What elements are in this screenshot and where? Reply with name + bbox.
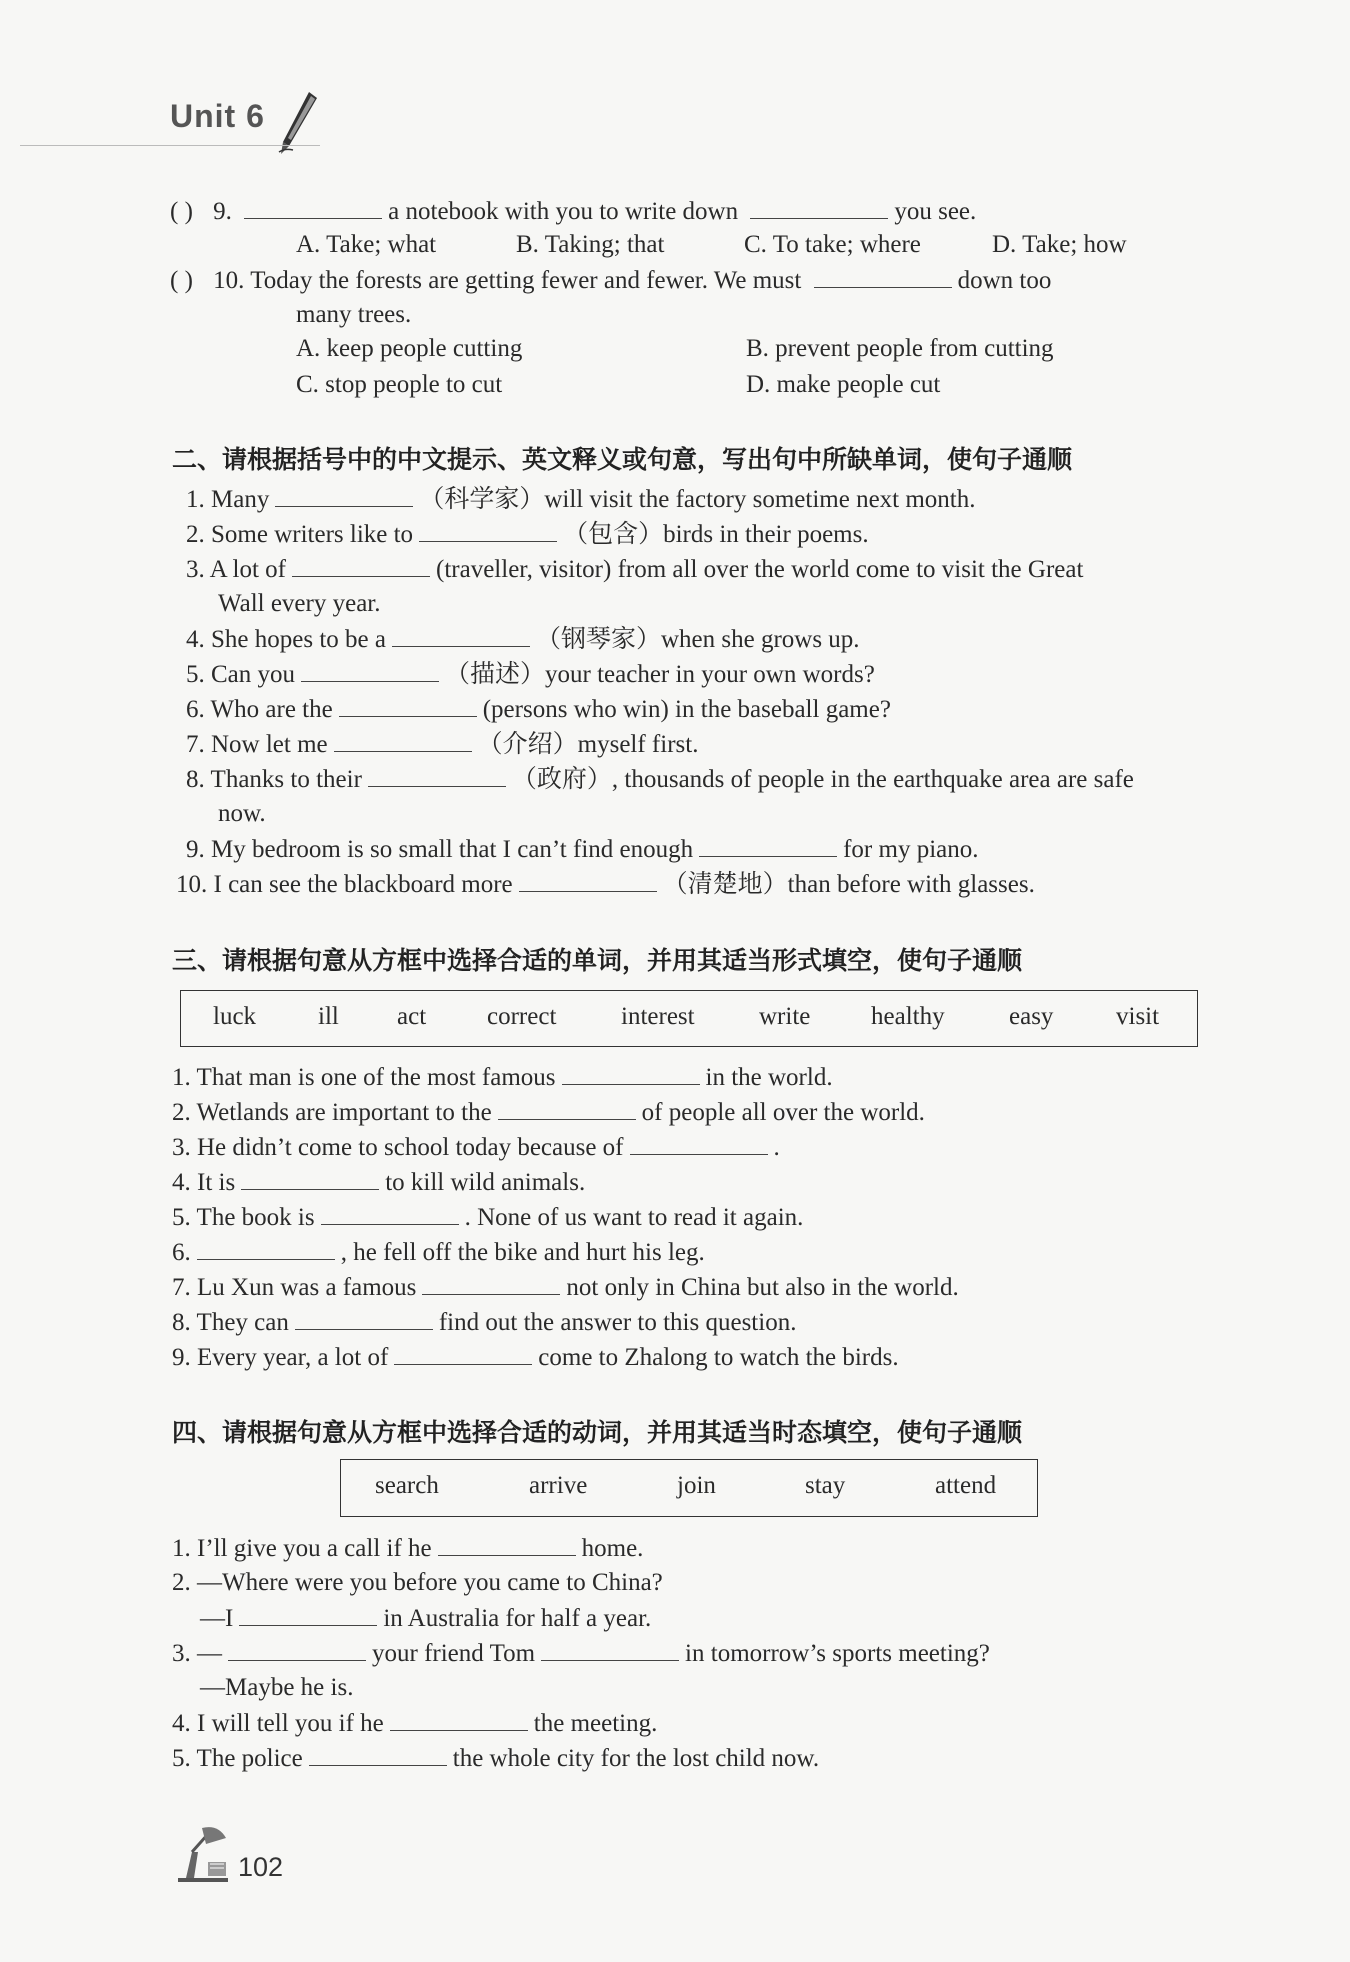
item-text: —I — [200, 1605, 234, 1632]
option-a[interactable]: A. keep people cutting — [296, 335, 523, 362]
item-text: （科学家）will visit the factory sometime next month. — [419, 486, 976, 513]
section-3-title: 三、请根据句意从方框中选择合适的单词，并用其适当形式填空，使句子通顺 — [172, 946, 1023, 975]
answer-blank[interactable] — [309, 1743, 447, 1766]
item-text: your friend Tom — [372, 1640, 536, 1667]
answer-blank[interactable] — [275, 484, 413, 507]
section-2-title: 二、请根据括号中的中文提示、英文释义或句意，写出句中所缺单词，使句子通顺 — [172, 445, 1073, 474]
s2-item-3 — [186, 554, 1083, 585]
s3-item-4 — [172, 1167, 585, 1198]
s3-item-9 — [172, 1342, 899, 1373]
s4-item-2: 2. —Where were you before you came to China? — [172, 1569, 663, 1596]
header-rule — [20, 145, 320, 146]
s4-item-3-answer: —Maybe he is. — [200, 1674, 354, 1701]
option-c[interactable]: C. To take; where — [744, 231, 921, 258]
word-option: write — [759, 1003, 811, 1030]
item-text: 5. Can you — [186, 661, 296, 688]
answer-blank[interactable] — [321, 1202, 459, 1225]
word-option: luck — [213, 1003, 257, 1030]
s3-item-3 — [172, 1132, 780, 1163]
item-text: （介绍）myself first. — [477, 731, 699, 758]
item-text: the whole city for the lost child now. — [452, 1745, 820, 1772]
unit-title: Unit 6 — [170, 98, 265, 134]
s3-item-1 — [172, 1062, 833, 1093]
answer-blank[interactable] — [438, 1533, 576, 1556]
item-text: 10. I can see the blackboard more — [176, 871, 513, 898]
option-a[interactable]: A. Take; what — [296, 231, 437, 258]
s2-item-3-cont: Wall every year. — [218, 590, 381, 617]
answer-blank[interactable] — [519, 869, 657, 892]
word-option: act — [397, 1003, 427, 1030]
item-text: 1. That man is one of the most famous — [172, 1064, 556, 1091]
s2-item-5 — [186, 659, 875, 690]
item-text: (persons who win) in the baseball game? — [482, 696, 891, 723]
s2-item-6 — [186, 694, 891, 725]
item-text: for my piano. — [843, 836, 979, 863]
verb-box — [340, 1459, 1038, 1517]
item-text: （包含）birds in their poems. — [563, 521, 869, 548]
item-text: （描述）your teacher in your own words? — [445, 661, 875, 688]
item-text: 8. They can — [172, 1309, 289, 1336]
question-text: a notebook with you to write down — [388, 198, 739, 225]
s2-item-8 — [186, 764, 1134, 795]
item-text: 1. I’ll give you a call if he — [172, 1535, 432, 1562]
word-option: stay — [805, 1472, 846, 1499]
s4-item-5 — [172, 1743, 819, 1774]
answer-blank[interactable] — [228, 1638, 366, 1661]
item-text: 2. Some writers like to — [186, 521, 414, 548]
s2-item-9 — [186, 834, 979, 865]
word-option: attend — [935, 1472, 997, 1499]
option-d[interactable]: D. Take; how — [992, 231, 1127, 258]
item-text: find out the answer to this question. — [438, 1309, 797, 1336]
s2-item-7 — [186, 729, 698, 760]
answer-blank[interactable] — [292, 554, 430, 577]
answer-paren[interactable]: ( ) — [170, 267, 193, 294]
question-10 — [170, 265, 1051, 296]
question-number: 10. — [213, 267, 245, 294]
s3-item-2 — [172, 1097, 925, 1128]
page-header — [170, 98, 265, 146]
section-4-title: 四、请根据句意从方框中选择合适的动词，并用其适当时态填空，使句子通顺 — [172, 1418, 1023, 1447]
item-text: (traveller, visitor) from all over the world come to visit the Great — [436, 556, 1084, 583]
item-text: 5. The police — [172, 1745, 303, 1772]
item-text: of people all over the world. — [641, 1099, 925, 1126]
item-text: to kill wild animals. — [385, 1169, 586, 1196]
item-text: 7. Now let me — [186, 731, 328, 758]
item-text: in tomorrow’s sports meeting? — [685, 1640, 990, 1667]
item-text: 9. Every year, a lot of — [172, 1344, 389, 1371]
word-option: visit — [1116, 1003, 1160, 1030]
question-text-cont: many trees. — [296, 301, 412, 328]
s3-item-5 — [172, 1202, 803, 1233]
option-b[interactable]: B. Taking; that — [516, 231, 665, 258]
item-text: 5. The book is — [172, 1204, 315, 1231]
word-option: easy — [1009, 1003, 1054, 1030]
answer-blank[interactable] — [630, 1132, 768, 1155]
s2-item-2 — [186, 519, 869, 550]
item-text: 9. My bedroom is so small that I can’t find enough — [186, 836, 694, 863]
item-text: 6. Who are the — [186, 696, 333, 723]
question-text: Today the forests are getting fewer and fewer. We must — [250, 267, 802, 294]
item-text: . — [773, 1134, 780, 1161]
item-text: （政府）, thousands of people in the earthquake area are safe — [511, 766, 1134, 793]
s4-item-1 — [172, 1533, 643, 1564]
question-text: you see. — [894, 198, 977, 225]
s2-item-4 — [186, 624, 860, 655]
item-text: in Australia for half a year. — [383, 1605, 652, 1632]
answer-blank[interactable] — [334, 729, 472, 752]
s4-item-4 — [172, 1708, 657, 1739]
item-text: 2. Wetlands are important to the — [172, 1099, 492, 1126]
word-box — [180, 990, 1198, 1047]
item-text: 8. Thanks to their — [186, 766, 362, 793]
word-option: arrive — [529, 1472, 588, 1499]
option-d[interactable]: D. make people cut — [746, 371, 941, 398]
pen-icon — [275, 90, 321, 156]
s3-item-8 — [172, 1307, 796, 1338]
s2-item-1 — [186, 484, 976, 515]
word-option: search — [375, 1472, 439, 1499]
answer-blank[interactable] — [562, 1062, 700, 1085]
answer-blank[interactable] — [498, 1097, 636, 1120]
answer-blank[interactable] — [301, 659, 439, 682]
answer-blank[interactable] — [750, 196, 888, 219]
item-text: 3. — — [172, 1640, 222, 1667]
option-c[interactable]: C. stop people to cut — [296, 371, 503, 398]
item-text: 6. — [172, 1239, 191, 1266]
question-number: 9. — [213, 198, 232, 225]
item-text: home. — [581, 1535, 644, 1562]
s4-item-3 — [172, 1638, 990, 1669]
word-option: ill — [318, 1003, 339, 1030]
question-text: down too — [957, 267, 1052, 294]
answer-blank[interactable] — [541, 1638, 679, 1661]
answer-blank[interactable] — [390, 1708, 528, 1731]
word-option: healthy — [871, 1003, 945, 1030]
item-text: （钢琴家）when she grows up. — [535, 626, 860, 653]
question-9 — [170, 196, 976, 227]
answer-blank[interactable] — [368, 764, 506, 787]
answer-blank[interactable] — [239, 1603, 377, 1626]
word-option: interest — [621, 1003, 695, 1030]
answer-blank[interactable] — [422, 1272, 560, 1295]
answer-blank[interactable] — [197, 1237, 335, 1260]
answer-blank[interactable] — [339, 694, 477, 717]
item-text: 1. Many — [186, 486, 270, 513]
answer-blank[interactable] — [394, 1342, 532, 1365]
item-text: 4. I will tell you if he — [172, 1710, 384, 1737]
item-text: 3. A lot of — [186, 556, 287, 583]
s2-item-10 — [176, 869, 1035, 900]
item-text: 3. He didn’t come to school today because of — [172, 1134, 624, 1161]
answer-paren[interactable]: ( ) — [170, 198, 193, 225]
item-text: 4. It is — [172, 1169, 236, 1196]
item-text: 7. Lu Xun was a famous — [172, 1274, 417, 1301]
item-text: （清楚地）than before with glasses. — [662, 871, 1035, 898]
word-option: correct — [487, 1003, 557, 1030]
answer-blank[interactable] — [699, 834, 837, 857]
word-option: join — [677, 1472, 716, 1499]
s2-item-8-cont: now. — [218, 800, 266, 827]
item-text: . None of us want to read it again. — [464, 1204, 804, 1231]
item-text: come to Zhalong to watch the birds. — [538, 1344, 899, 1371]
s3-item-7 — [172, 1272, 959, 1303]
answer-blank[interactable] — [419, 519, 557, 542]
item-text: in the world. — [705, 1064, 833, 1091]
item-text: the meeting. — [533, 1710, 658, 1737]
item-text: 4. She hopes to be a — [186, 626, 386, 653]
answer-blank[interactable] — [295, 1307, 433, 1330]
answer-blank[interactable] — [814, 265, 952, 288]
s4-item-2-answer — [200, 1603, 651, 1634]
item-text: , he fell off the bike and hurt his leg. — [340, 1239, 705, 1266]
answer-blank[interactable] — [241, 1167, 379, 1190]
s3-item-6 — [172, 1237, 705, 1268]
desk-lamp-icon — [172, 1822, 234, 1884]
answer-blank[interactable] — [392, 624, 530, 647]
page-number: 102 — [238, 1852, 284, 1882]
option-b[interactable]: B. prevent people from cutting — [746, 335, 1054, 362]
item-text: not only in China but also in the world. — [566, 1274, 959, 1301]
answer-blank[interactable] — [244, 196, 382, 219]
